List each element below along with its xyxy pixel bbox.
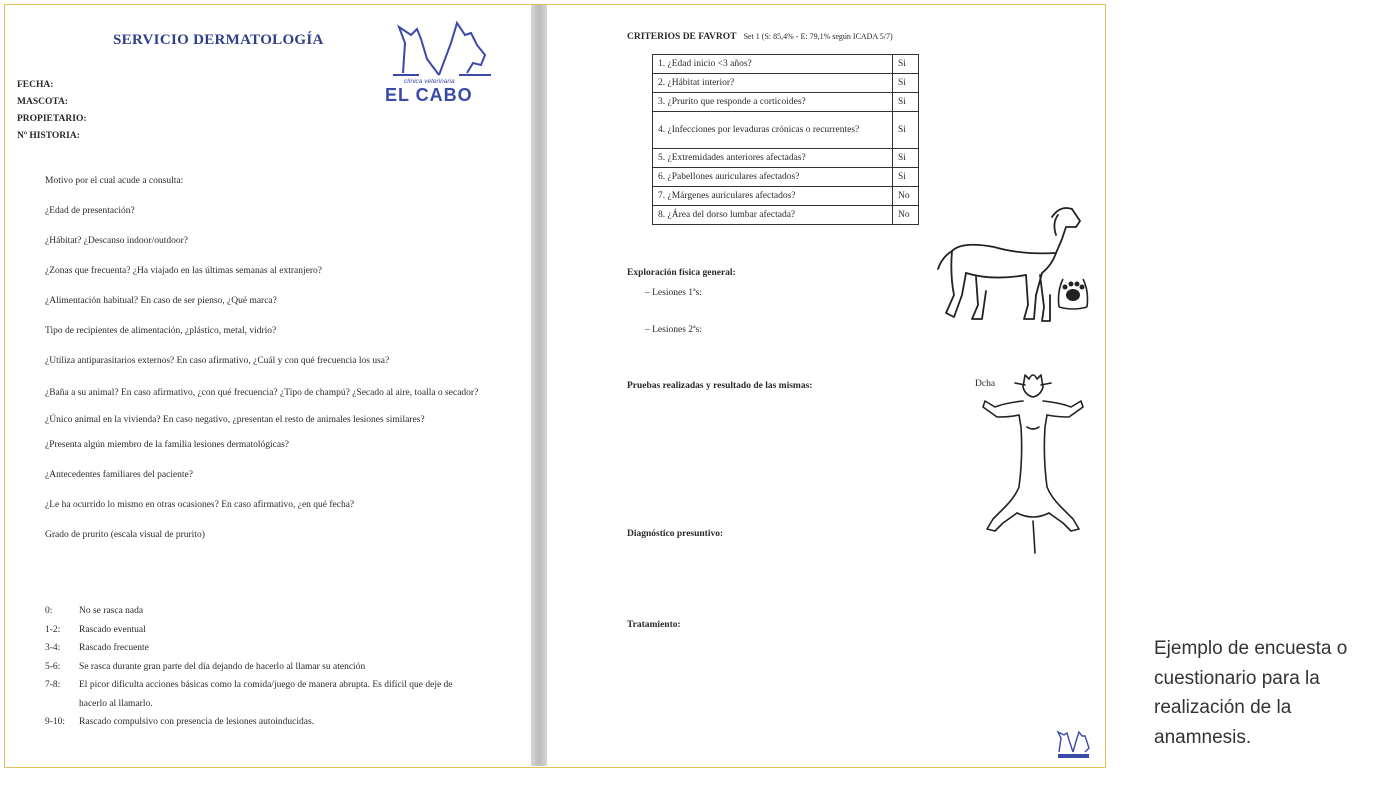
scale-text: Rascado eventual [79,624,146,635]
table-row [653,55,919,74]
question-item: ¿Hábitat? ¿Descanso indoor/outdoor? [45,236,188,246]
scale-row [45,658,465,677]
answer-cell: Si [893,112,919,149]
answer-cell: No [893,187,919,206]
logo-name: EL CABO [385,85,473,105]
question-item: ¿Presenta algún miembro de la familia lesiones dermatológicas? [45,440,290,450]
page-gutter [531,5,547,766]
table-row [653,149,919,168]
logo-subtitle: clínica veterinaria [404,78,455,85]
lesion-secondary: – Lesiones 2ªs: [645,325,702,335]
favrot-title [627,32,893,42]
question-item: ¿Antecedentes familiares del paciente? [45,470,193,480]
dog-top-view-icon [975,367,1091,557]
criterion-cell: 4. ¿Infecciones por levaduras crónicas o recurrentes? [653,112,893,149]
field-mascota: MASCOTA: [17,97,69,107]
left-page [5,5,531,766]
document-frame [4,4,1106,768]
scale-key: 0: [45,606,53,616]
dcha-label: Dcha [975,379,996,389]
scale-row [45,676,465,713]
question-item: ¿Edad de presentación? [45,206,135,216]
right-page [547,5,1105,766]
scale-text: Rascado compulsivo con presencia de lesiones autoinducidas. [79,717,315,727]
answer-cell: No [893,206,919,225]
scale-row [45,602,465,621]
scale-key: 3-4: [45,643,61,653]
question-item: ¿Alimentación habitual? En caso de ser pienso, ¿Qué marca? [45,296,277,306]
tests-label: Pruebas realizadas y resultado de las mismas: [627,381,813,391]
scale-key: 1-2: [45,624,61,635]
scale-text: Se rasca durante gran parte del día dejando de hacerlo al llamar su atención [79,661,366,672]
footer-logo-icon [1055,730,1091,760]
field-fecha: FECHA: [17,80,54,90]
scale-row [45,713,465,732]
question-item: ¿Baña a su animal? En caso afirmativo, ¿con qué frecuencia? ¿Tipo de champú? ¿Secado al aire, toalla o secador? [45,388,479,398]
table-row [653,206,919,225]
question-list [45,173,485,557]
paw-icon [1053,271,1093,311]
field-historia: Nº HISTORIA: [17,131,80,141]
criterion-cell: 7. ¿Márgenes auriculares afectados? [653,187,893,206]
scale-key: 5-6: [45,661,61,672]
question-item: ¿Único animal en la vivienda? En caso negativo, ¿presentan el resto de animales lesiones similares? [45,415,425,425]
table-row [653,168,919,187]
favrot-heading: CRITERIOS DE FAVROT [627,32,737,42]
exploration-label: Exploración física general: [627,268,736,278]
criterion-cell: 5. ¿Extremidades anteriores afectadas? [653,149,893,168]
lesion-primary: – Lesiones 1ªs: [645,288,702,298]
criterion-cell: 3. ¿Prurito que responde a corticoides? [653,93,893,112]
scale-text: El picor dificulta acciones básicas como la comida/juego de manera abrupta. Es difícil que deje de hacerlo al llamarlo. [79,680,453,709]
question-item: ¿Zonas que frecuenta? ¿Ha viajado en las últimas semanas al extranjero? [45,266,322,276]
table-row [653,187,919,206]
diagnosis-label: Diagnóstico presuntivo: [627,529,724,539]
answer-cell: Si [893,74,919,93]
favrot-subtitle: Set 1 (S: 85,4% - E: 79,1% según ICADA 5/7) [743,32,893,41]
question-item: Tipo de recipientes de alimentación, ¿plástico, metal, vidrio? [45,326,277,336]
header-fields [17,80,87,148]
figure-caption: Ejemplo de encuesta o cuestionario para la realización de la anamnesis. [1154,638,1348,748]
pruritus-scale [45,602,465,732]
scale-key: 7-8: [45,680,61,690]
criterion-cell: 6. ¿Pabellones auriculares afectados? [653,168,893,187]
scale-text: No se rasca nada [79,606,144,616]
criterion-cell: 8. ¿Área del dorso lumbar afectada? [653,206,893,225]
answer-cell: Si [893,93,919,112]
table-row [653,93,919,112]
scale-text: Rascado frecuente [79,643,149,653]
question-item: ¿Le ha ocurrido lo mismo en otras ocasiones? En caso afirmativo, ¿en qué fecha? [45,500,355,510]
page-title: SERVICIO DERMATOLOGÍA [113,32,324,48]
scale-row [45,639,465,658]
answer-cell: Si [893,149,919,168]
table-row [653,74,919,93]
table-row [653,112,919,149]
question-item: ¿Utiliza antiparasitarios externos? En caso afirmativo, ¿Cuál y con qué frecuencia los usa? [45,356,390,366]
criterion-cell: 2. ¿Hábitat interior? [653,74,893,93]
favrot-table [652,54,919,225]
criterion-cell: 1. ¿Edad inicio <3 años? [653,55,893,74]
scale-key: 9-10: [45,717,66,727]
question-item: Grado de prurito (escala visual de prurito) [45,530,205,540]
question-item: Motivo por el cual acude a consulta: [45,176,184,186]
scale-row [45,621,465,640]
field-propietario: PROPIETARIO: [17,114,87,124]
answer-cell: Si [893,55,919,74]
answer-cell: Si [893,168,919,187]
treatment-label: Tratamiento: [627,620,681,630]
